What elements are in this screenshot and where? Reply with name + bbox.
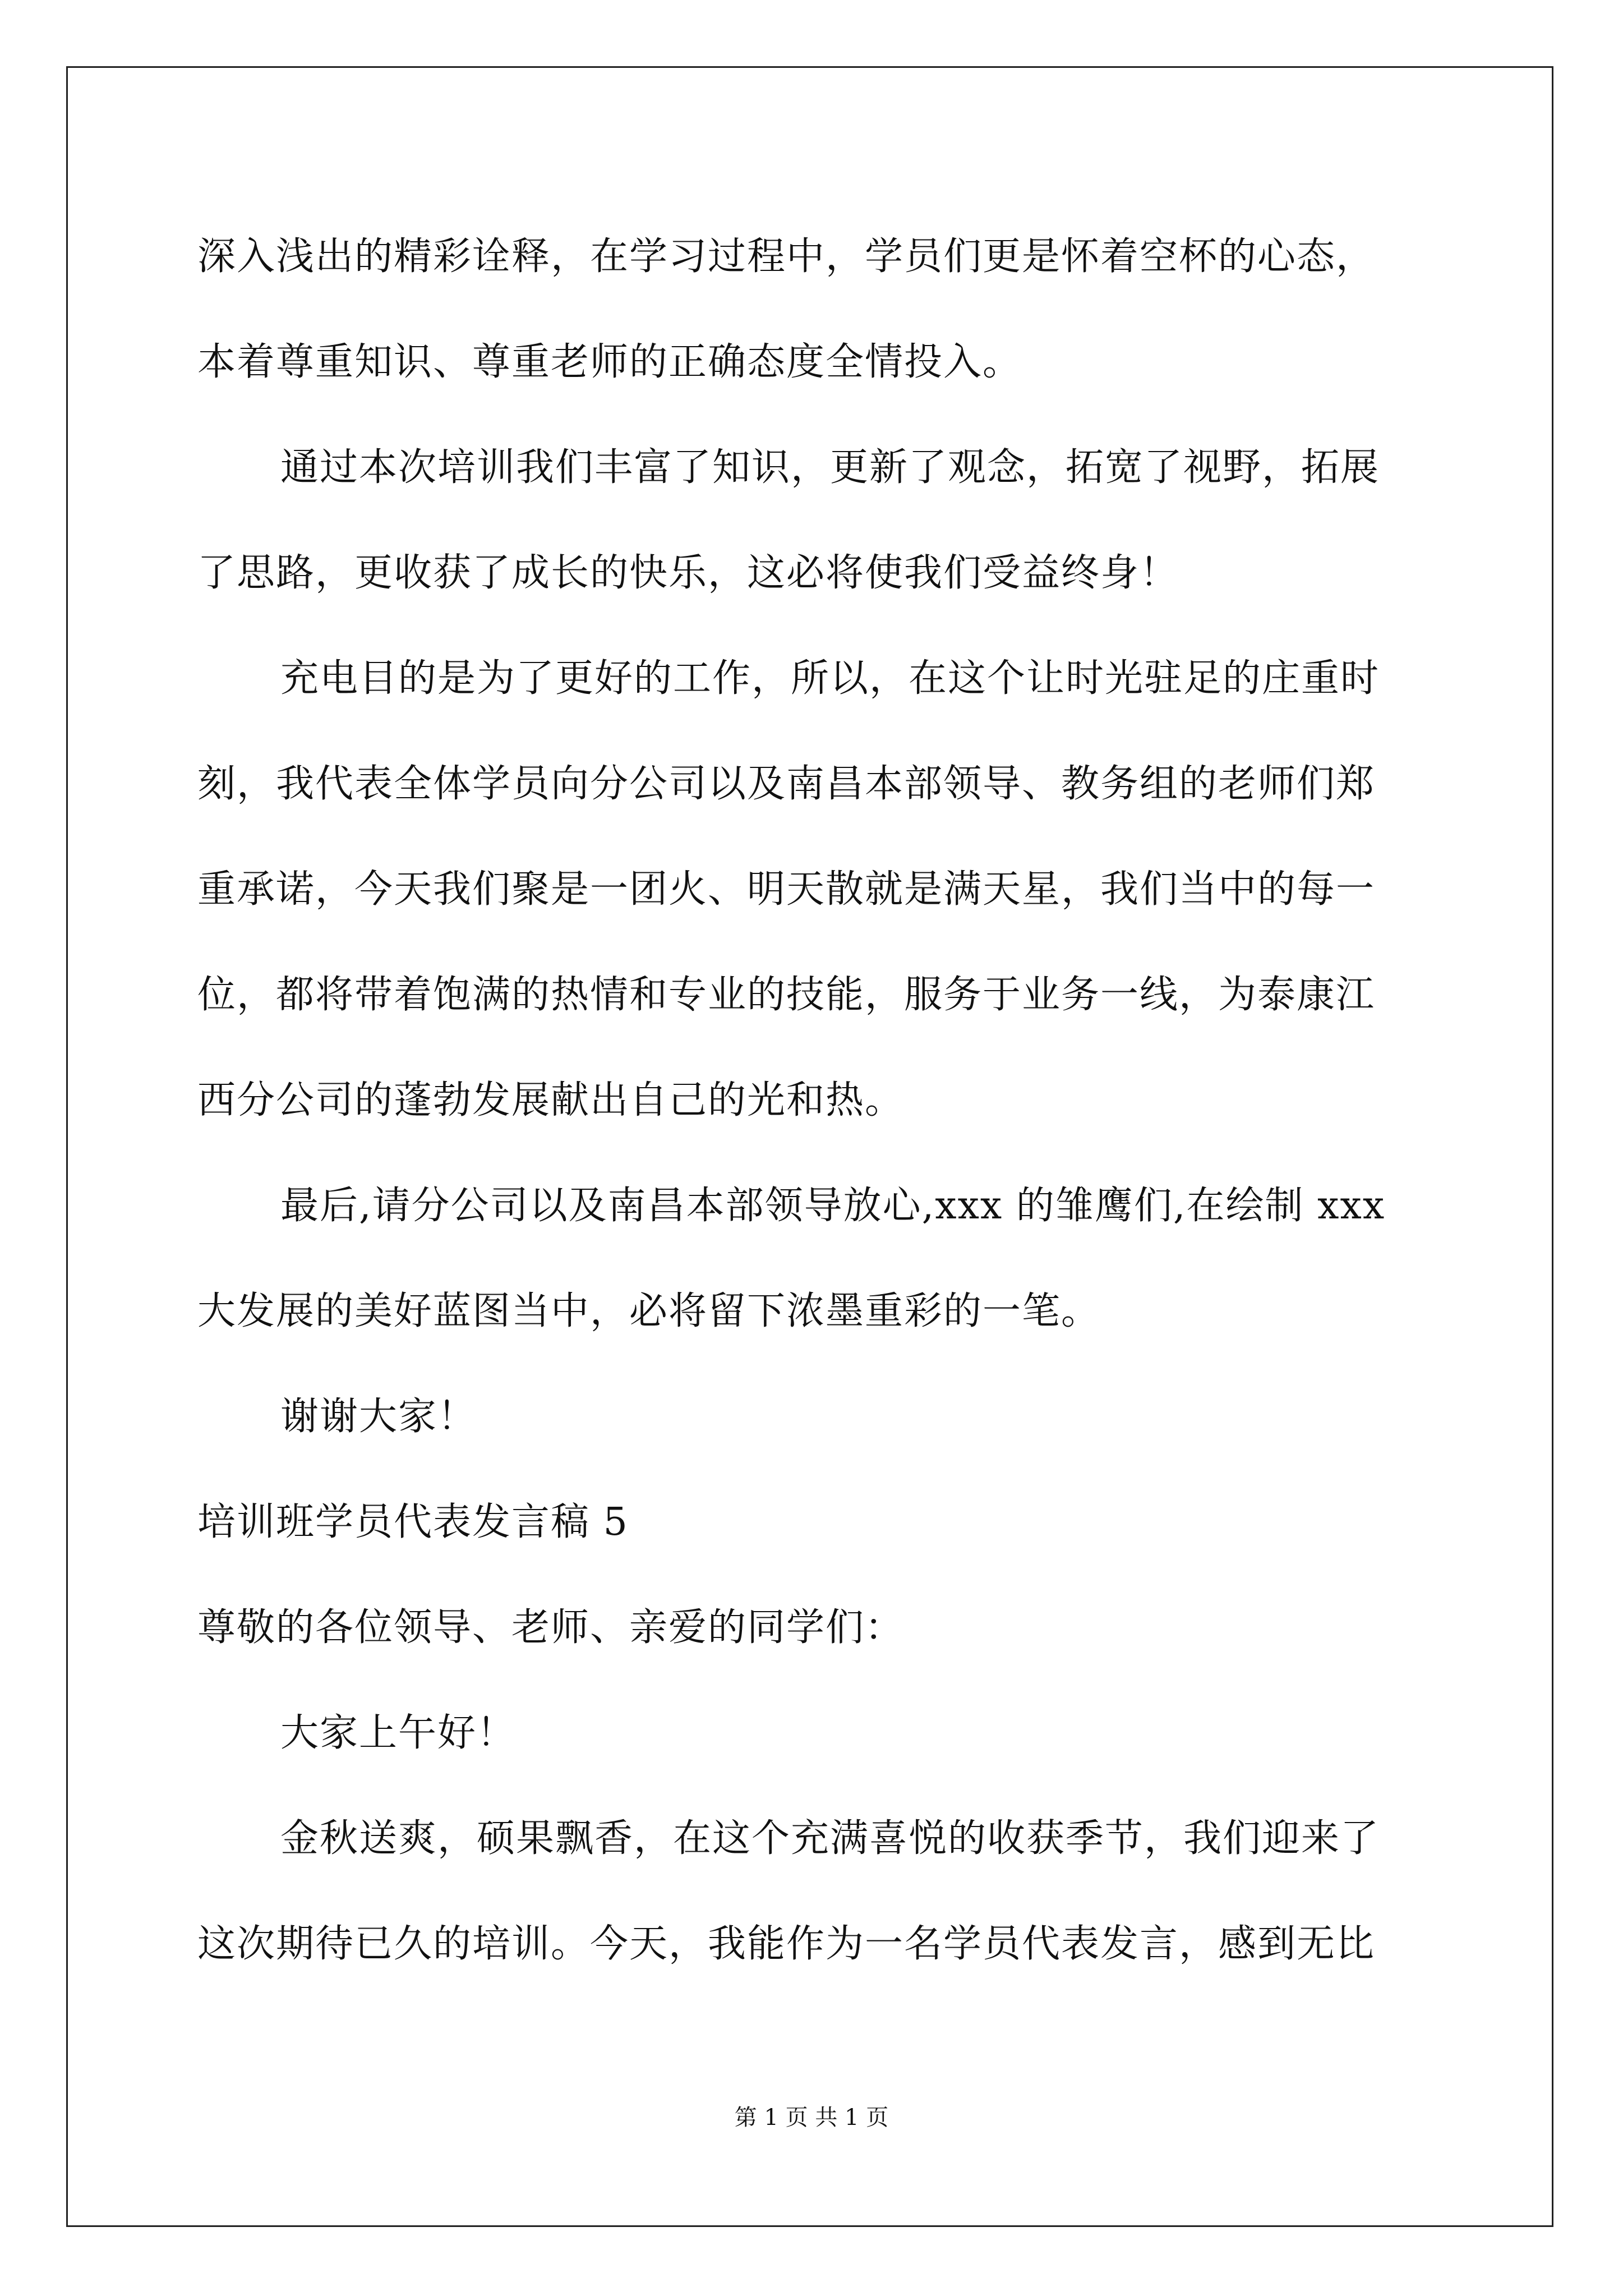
greeting: 大家上午好！ bbox=[280, 1711, 517, 1755]
paragraph-2-line-2: 了思路，更收获了成长的快乐，这必将使我们受益终身！ bbox=[197, 551, 1179, 595]
paragraph-9-line-2: 这次期待已久的培训。今天，我能作为一名学员代表发言，感到无比 bbox=[197, 1922, 1376, 1966]
page-number-footer: 第 1 页 共 1 页 bbox=[734, 2105, 889, 2131]
paragraph-1-line-1: 深入浅出的精彩诠释，在学习过程中，学员们更是怀着空杯的心态， bbox=[197, 234, 1376, 279]
paragraph-3-line-4: 位，都将带着饱满的热情和专业的技能，服务于业务一线，为泰康江 bbox=[197, 973, 1376, 1017]
salutation: 尊敬的各位领导、老师、亲爱的同学们： bbox=[197, 1605, 905, 1650]
paragraph-4-line-1: 最后,请分公司以及南昌本部领导放心,xxx 的雏鹰们,在绘制 xxx bbox=[280, 1184, 1386, 1228]
paragraph-3-line-3: 重承诺，今天我们聚是一团火、明天散就是满天星，我们当中的每一 bbox=[197, 867, 1376, 912]
paragraph-9-line-1: 金秋送爽，硕果飘香，在这个充满喜悦的收获季节，我们迎来了 bbox=[280, 1816, 1380, 1861]
paragraph-3-line-1: 充电目的是为了更好的工作，所以，在这个让时光驻足的庄重时 bbox=[280, 656, 1380, 701]
paragraph-5-line-1: 谢谢大家！ bbox=[280, 1395, 477, 1439]
section-title: 培训班学员代表发言稿 5 bbox=[197, 1500, 629, 1544]
paragraph-2-line-1: 通过本次培训我们丰富了知识，更新了观念，拓宽了视野，拓展 bbox=[280, 445, 1380, 490]
paragraph-1-line-2: 本着尊重知识、尊重老师的正确态度全情投入。 bbox=[197, 340, 1022, 384]
paragraph-4-line-2: 大发展的美好蓝图当中，必将留下浓墨重彩的一笔。 bbox=[197, 1289, 1101, 1333]
paragraph-3-line-2: 刻，我代表全体学员向分公司以及南昌本部领导、教务组的老师们郑 bbox=[197, 762, 1376, 806]
paragraph-3-line-5: 西分公司的蓬勃发展献出自己的光和热。 bbox=[197, 1078, 905, 1122]
